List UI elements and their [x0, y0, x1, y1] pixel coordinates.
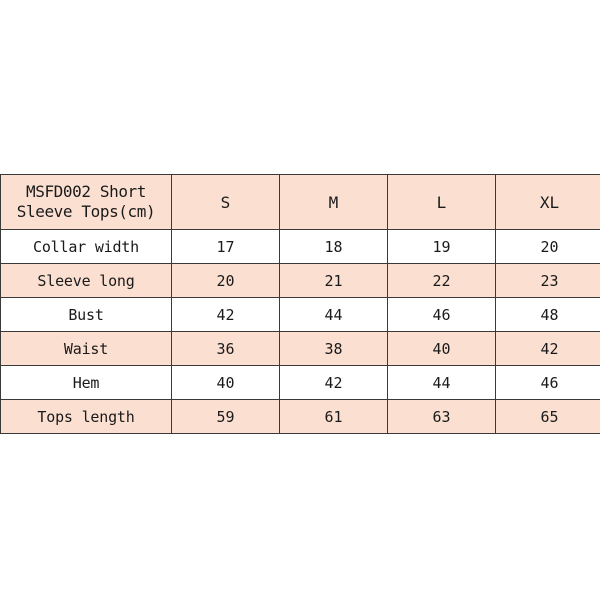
table-header-row [1, 175, 600, 230]
cell-bust-xl: 48 [496, 298, 600, 332]
cell-sleeve-long-l: 22 [388, 264, 496, 298]
cell-hem-l: 44 [388, 366, 496, 400]
row-label-waist: Waist [1, 332, 172, 366]
cell-sleeve-long-m: 21 [280, 264, 388, 298]
table-row [1, 230, 600, 264]
cell-collar-width-xl: 20 [496, 230, 600, 264]
cell-collar-width-s: 17 [172, 230, 280, 264]
row-label-collar-width: Collar width [1, 230, 172, 264]
row-label-hem: Hem [1, 366, 172, 400]
cell-tops-length-xl: 65 [496, 400, 600, 434]
cell-collar-width-l: 19 [388, 230, 496, 264]
cell-sleeve-long-xl: 23 [496, 264, 600, 298]
column-header-s: S [172, 175, 280, 230]
table-title-cell [1, 175, 172, 230]
size-chart-table-container [0, 174, 600, 434]
size-chart-body [1, 175, 600, 434]
cell-hem-s: 40 [172, 366, 280, 400]
row-label-tops-length: Tops length [1, 400, 172, 434]
cell-waist-s: 36 [172, 332, 280, 366]
row-label-sleeve-long: Sleeve long [1, 264, 172, 298]
cell-bust-l: 46 [388, 298, 496, 332]
cell-collar-width-m: 18 [280, 230, 388, 264]
cell-tops-length-m: 61 [280, 400, 388, 434]
cell-tops-length-s: 59 [172, 400, 280, 434]
table-row [1, 298, 600, 332]
cell-hem-m: 42 [280, 366, 388, 400]
cell-hem-xl: 46 [496, 366, 600, 400]
table-title-line1: MSFD002 Short [25, 182, 147, 201]
cell-waist-m: 38 [280, 332, 388, 366]
cell-sleeve-long-s: 20 [172, 264, 280, 298]
table-row [1, 366, 600, 400]
table-row [1, 332, 600, 366]
cell-waist-l: 40 [388, 332, 496, 366]
cell-waist-xl: 42 [496, 332, 600, 366]
table-title-line2: Sleeve Tops(cm) [16, 202, 156, 221]
table-row [1, 264, 600, 298]
column-header-l: L [388, 175, 496, 230]
size-chart-table [0, 174, 600, 434]
cell-bust-s: 42 [172, 298, 280, 332]
table-row [1, 400, 600, 434]
column-header-m: M [280, 175, 388, 230]
cell-bust-m: 44 [280, 298, 388, 332]
column-header-xl: XL [496, 175, 600, 230]
row-label-bust: Bust [1, 298, 172, 332]
cell-tops-length-l: 63 [388, 400, 496, 434]
